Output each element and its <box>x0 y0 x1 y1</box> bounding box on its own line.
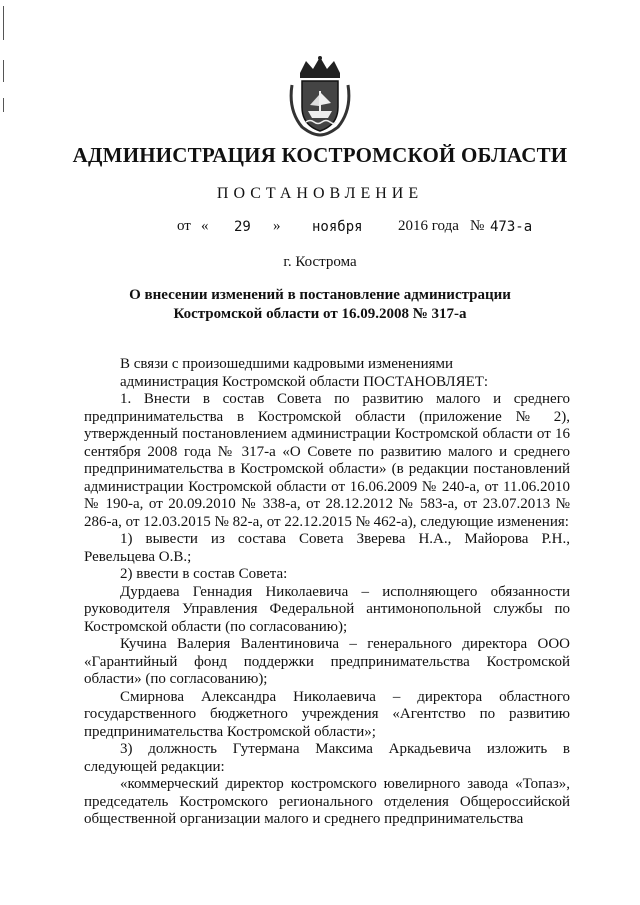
date-open-quote: « <box>201 218 209 234</box>
intro-line: В связи с произошедшими кадровыми изменениями <box>120 356 454 372</box>
document-title <box>0 286 640 324</box>
number-label: № <box>470 218 485 234</box>
body-paragraph: 3) должность Гутермана Максима Аркадьевича изложить в следующей редакции: <box>84 741 570 775</box>
date-day: 29 <box>234 219 251 235</box>
date-month: ноября <box>312 219 363 235</box>
date-year: 2016 года <box>398 218 459 234</box>
body-paragraph: 1. Внести в состав Совета по развитию малого и среднего предпринимательства в Костромской области (приложение № 2), утвержденный постановлением администрации Костромской области от 16 сентября 2008 года № 317-а «О Совете по развитию малого и среднего предпринимательства в Костромской области» (в редакции постановлений администрации Костромской области от 16.06.2009 № 240-а, от 11.06.2010 № 190-а, от 20.09.2010 № 338-а, от 28.12.2012 № 583-а, от 23.07.2013 № 286-а, от 12.03.2015 № 82-а, от 22.12.2015 № 462-а), следующие изменения: <box>84 391 570 530</box>
city: г. Кострома <box>283 254 357 270</box>
document-body <box>84 356 570 829</box>
body-paragraph: 1) вывести из состава Совета Зверева Н.А., Майорова Р.Н., Ревельцева О.В.; <box>84 531 570 565</box>
intro-line: администрация Костромской области ПОСТАНОВЛЯЕТ: <box>120 373 489 390</box>
organization-heading: АДМИНИСТРАЦИЯ КОСТРОМСКОЙ ОБЛАСТИ <box>72 143 568 167</box>
scan-edge-marks <box>3 0 7 905</box>
body-paragraph: «коммерческий директор костромского ювелирного завода «Топаз», председатель Костромского регионального отделения Общероссийской общественной организации малого и среднего предпринимательства <box>84 776 570 827</box>
body-paragraph: Кучина Валерия Валентиновича – генерального директора ООО «Гарантийный фонд поддержки предпринимательства Костромской области» (по согласованию); <box>84 636 570 687</box>
kostroma-coat-of-arms-icon <box>286 55 354 137</box>
date-prefix: от <box>177 218 191 234</box>
title-line: О внесении изменений в постановление администрации <box>129 287 511 303</box>
document-number: 473-а <box>490 219 533 235</box>
date-close-quote: » <box>273 218 281 234</box>
body-paragraph: 2) ввести в состав Совета: <box>120 566 288 582</box>
body-paragraph: Смирнова Александра Николаевича – директора областного государственного бюджетного учреждения «Агентство по развитию предпринимательства Костромской области»; <box>84 688 570 740</box>
title-line: Костромской области от 16.09.2008 № 317-а <box>173 306 467 322</box>
document-type: ПОСТАНОВЛЕНИЕ <box>216 185 424 202</box>
body-paragraph: Дурдаева Геннадия Николаевича – исполняющего обязанности руководителя Управления Федеральной антимонопольной службы по Костромской области (по согласованию); <box>84 583 570 635</box>
date-line <box>0 218 640 238</box>
